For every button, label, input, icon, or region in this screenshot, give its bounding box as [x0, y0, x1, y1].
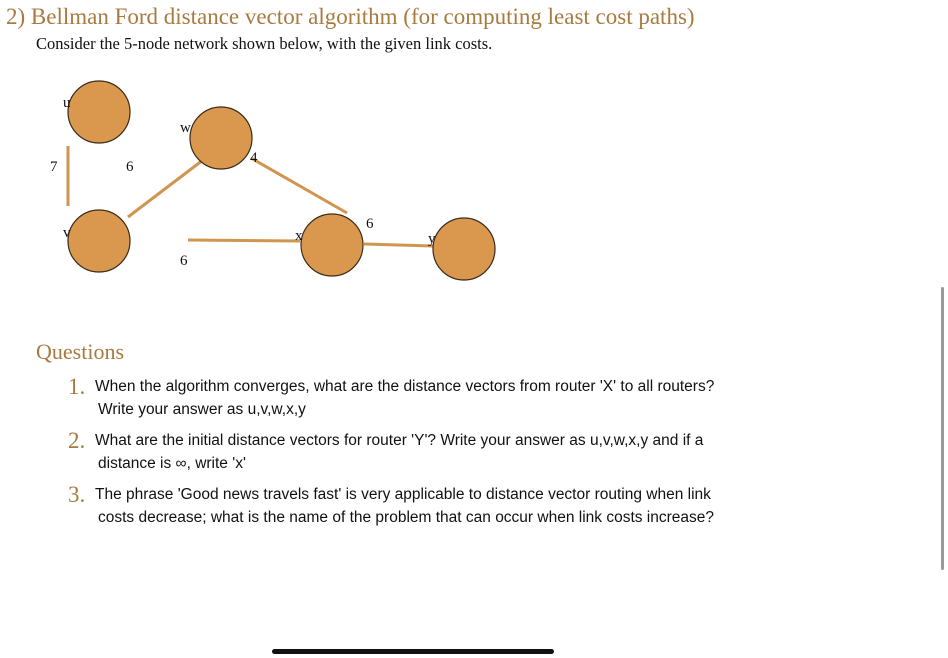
question-number: 2. — [68, 428, 86, 453]
node-label-x: x — [295, 228, 303, 244]
link-v-w — [128, 160, 203, 217]
question-text-line1: What are the initial distance vectors for router 'Y'? Write your answer as u,v,w,x,y and if a — [95, 432, 704, 449]
node-label-w: w — [180, 120, 191, 136]
question-number: 3. — [68, 482, 86, 507]
node-x — [301, 214, 363, 276]
vertical-scrollbar[interactable] — [941, 287, 944, 570]
node-w — [190, 107, 252, 169]
cost-label-x-y: 6 — [366, 216, 374, 232]
question-number: 1. — [68, 374, 86, 399]
document-title: 2) Bellman Ford distance vector algorithm (for computing least cost paths) — [6, 4, 695, 29]
cost-label-v-x: 6 — [180, 253, 188, 269]
question-text-line2: costs decrease; what is the name of the problem that can occur when link costs increase? — [98, 509, 715, 526]
home-indicator[interactable] — [272, 649, 554, 654]
node-label-u: u — [63, 95, 71, 111]
node-v — [68, 210, 130, 272]
question-text-line1: The phrase 'Good news travels fast' is very applicable to distance vector routing when link — [95, 486, 711, 503]
cost-label-u-v: 7 — [50, 159, 58, 175]
question-text-line1: When the algorithm converges, what are the distance vectors from router 'X' to all routers? — [95, 378, 715, 395]
node-label-v: v — [63, 225, 71, 241]
cost-label-v-w: 6 — [126, 159, 134, 175]
link-v-x — [188, 240, 300, 241]
question-text-line2: distance is ∞, write 'x' — [98, 455, 246, 472]
node-y — [433, 218, 495, 280]
link-w-x — [251, 158, 347, 213]
node-u — [68, 81, 130, 143]
questions-heading: Questions — [36, 339, 124, 364]
node-label-y: y — [428, 231, 436, 247]
cost-label-w-x: 4 — [250, 150, 258, 166]
question-text-line2: Write your answer as u,v,w,x,y — [98, 401, 306, 418]
link-x-y — [364, 244, 433, 246]
document-subtitle: Consider the 5-node network shown below, with the given link costs. — [36, 34, 493, 53]
